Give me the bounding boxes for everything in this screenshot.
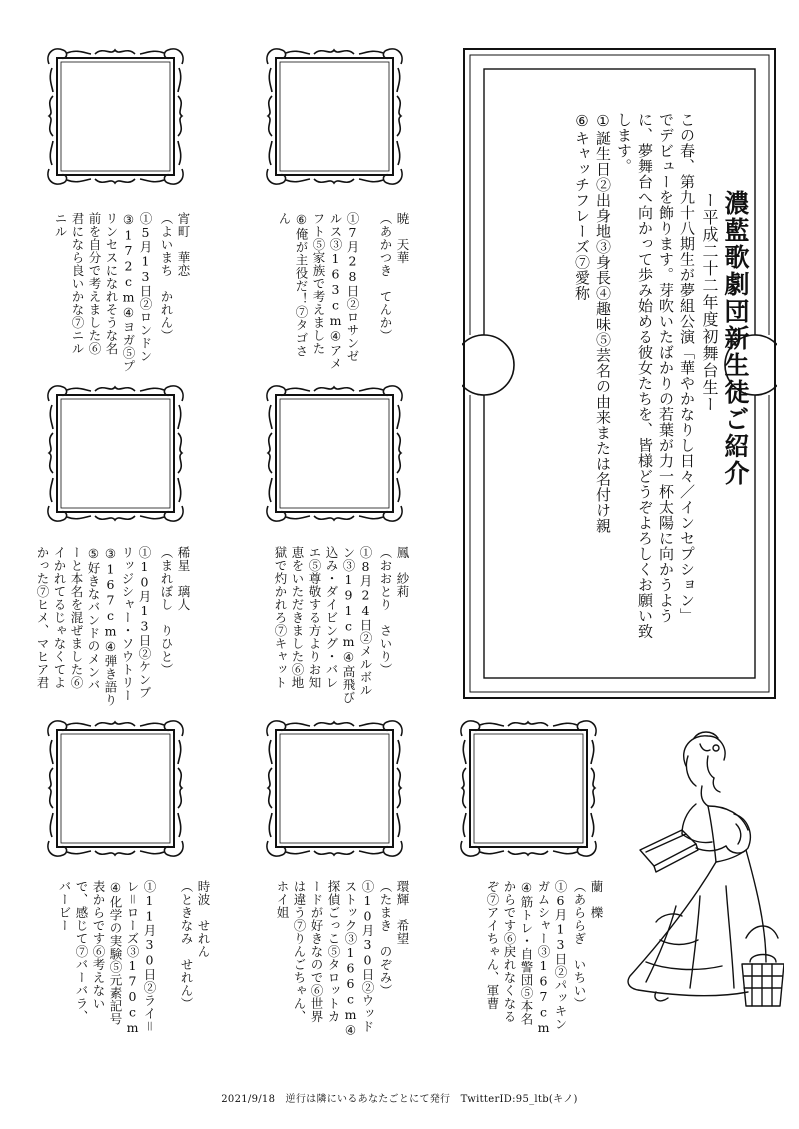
profile-2-details: ①7月28日②ロサンゼ ルス③163cm④アメ フト⑤家族で考えました ⑥俺が主役だ！⑦タゴさ ん (277, 212, 360, 370)
photo-frame-2 (262, 44, 407, 189)
photo-frame-6 (262, 716, 407, 861)
profile-5-reading: （ときなみ せれん） (179, 880, 194, 1010)
profile-6-name: 環輝 希望 (395, 880, 410, 945)
page-subtitle: ー平成二十二年度初舞台生ー (700, 192, 719, 413)
profile-5-details: ①11月30日②ライ＝ レ＝ローズ③170cm ④化学の実験⑤元素記号 表からです⑥考えない で、感じて⑦バーバラ、 バービー (57, 880, 157, 1036)
profile-6-reading: （たまき のぞみ） (378, 880, 393, 997)
profile-7-details: ①6月13日②パッキン ガムシャー③167cm ④筋トレ・自警団⑤本名 からです⑥戻れなくなる ぞ⑦アイちゃん、軍曹 (485, 880, 568, 1036)
profile-2-reading: （あかつき てんか） (378, 212, 393, 342)
profile-7-name: 蘭 櫟 (589, 880, 604, 919)
profile-3-details: ①10月13日②ケンブ リッジシャー・ソウトリー ③167cm④弾き語り ⑤好きなバンドのメンバ ーと本名を混ぜました⑥ イかれてるじゃなくてよ かった⑦ヒメ、マヒア君 (35, 546, 152, 707)
profile-1-name: 宵町 華恋 (176, 212, 191, 277)
profile-1-details: ①5月13日②ロンドン ③172cm④ヨガ⑤プ リンセスになれそうな名 前を自分で考えました⑥ 君になら良いかな⑦ニル ニル (53, 212, 153, 373)
profile-4-reading: （おおとり さいり） (378, 546, 393, 676)
footer-credit: 2021/9/18 逆行は隣にいるあなたごとにて発行 TwitterID:95_ltb(キノ) (221, 1094, 578, 1105)
photo-frame-4 (262, 381, 407, 526)
profile-3-name: 稀星 璃人 (176, 546, 191, 611)
page-title: 濃藍歌劇団新生徒ご紹介 (721, 190, 750, 487)
photo-frame-1 (43, 44, 188, 189)
profile-2-name: 暁 天華 (395, 212, 410, 264)
profile-3-reading: （まれぼし りひと） (159, 546, 174, 676)
photo-frame-7 (456, 716, 601, 861)
profile-6-details: ①10月30日②ウッド ストック③166cm④ 探偵ごっこ⑤タロットカ ードが好きなので⑥世界 は違う⑦りんごちゃん、 ホイ姐 (275, 880, 375, 1038)
profile-4-details: ①8月24日②メルボル ン③191cm④高飛び 込み・ダイビング・バレ エ⑤尊敬する方よりお知 恵をいただきました⑥地 獄で灼かれろ⑦キャット (273, 546, 373, 704)
profile-5-name: 時波 せれん (196, 880, 211, 958)
photo-frame-3 (43, 381, 188, 526)
intro-text: この春、第九十八期生が夢組公演「華やかなりし日々／インセプション」 でデビューを飾ります。芽吹いたばかりの若葉が力一杯太陽に向かうよう に、夢舞台へ向かって歩み始める彼女たちを、皆様どうぞよろしくお願い致 します。 ①誕生日②出身地③身長④趣味⑤芸名の由来または名付け親 ⑥キャッチフレーズ⑦愛称 (573, 112, 696, 639)
photo-frame-5 (43, 716, 188, 861)
profile-7-reading: （あららぎ いちい） (572, 880, 587, 1010)
reading-lady-illustration (616, 726, 784, 1016)
profile-1-reading: （よいまち かれん） (159, 212, 174, 342)
profile-4-name: 鳳 紗莉 (395, 546, 410, 598)
